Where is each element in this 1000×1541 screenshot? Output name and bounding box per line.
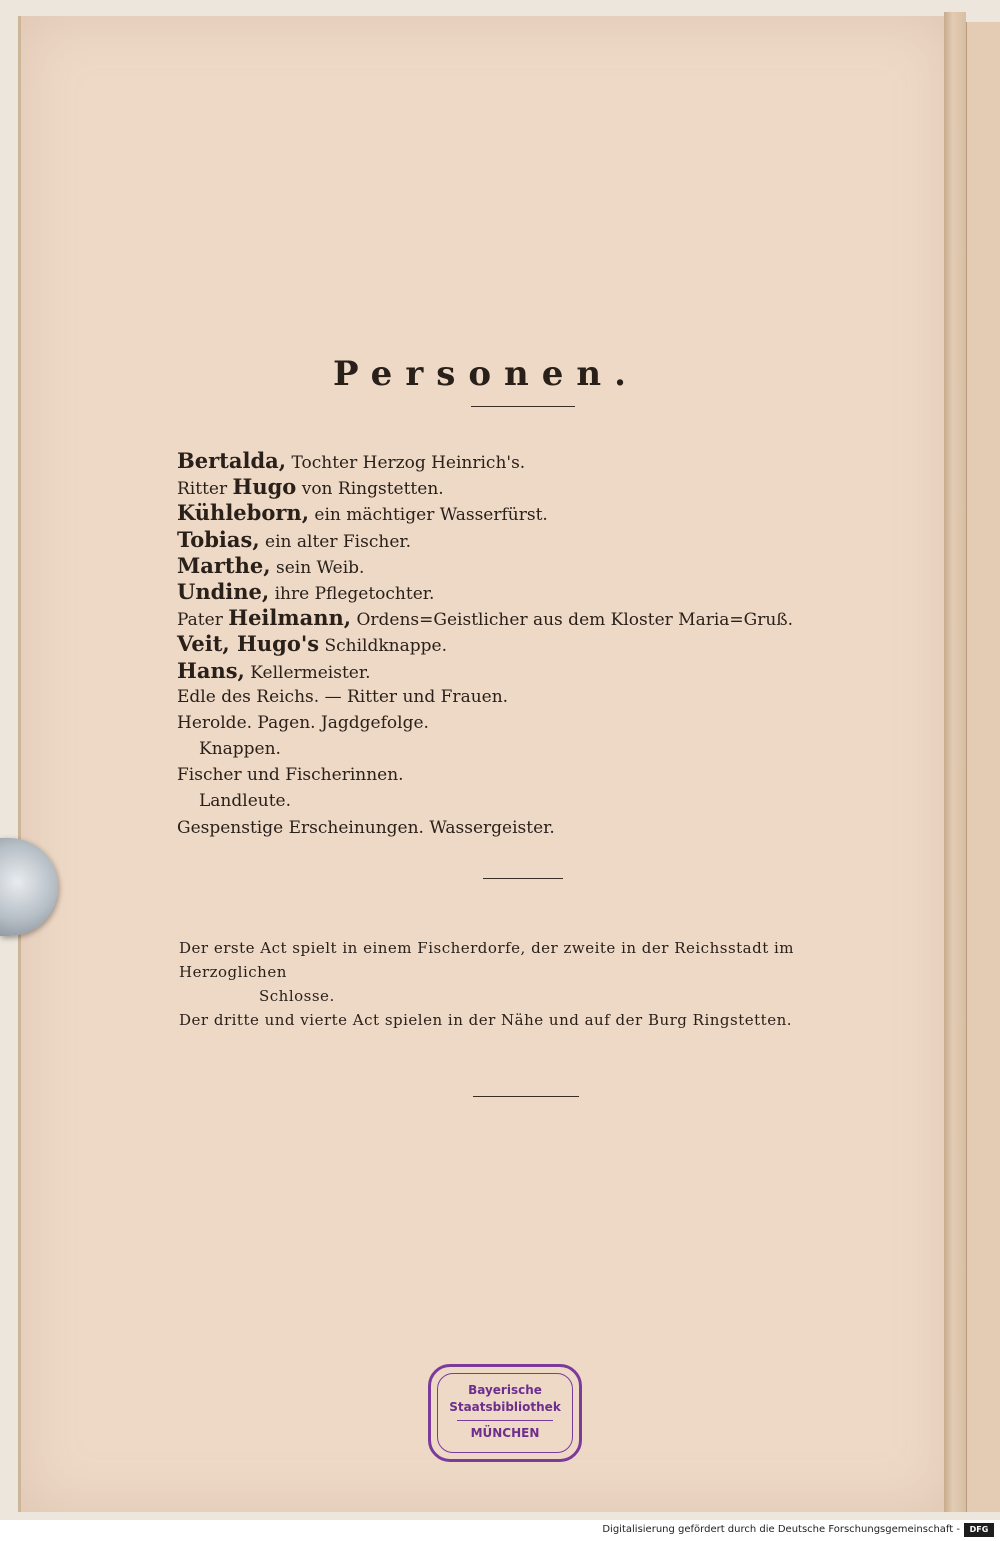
cast-entry-kuehleborn: Kühleborn, ein mächtiger Wasserfürst. xyxy=(177,500,548,526)
adjacent-page-edge xyxy=(966,22,1000,1512)
funding-notice: Digitalisierung gefördert durch die Deutsche Forschungsgemeinschaft - xyxy=(602,1524,960,1535)
setting-note xyxy=(179,936,899,1032)
extras-line: Knappen. xyxy=(199,739,281,760)
extras-line: Gespenstige Erscheinungen. Wassergeister. xyxy=(177,817,555,838)
section-rule xyxy=(483,878,563,879)
cast-entry-bertalda: Bertalda, Tochter Herzog Heinrich's. xyxy=(177,448,526,473)
stamp-line: Bayerische xyxy=(468,1383,542,1397)
library-stamp xyxy=(428,1364,582,1462)
page-gutter xyxy=(944,12,966,1512)
title-rule xyxy=(471,406,575,407)
stamp-city: MÜNCHEN xyxy=(470,1426,540,1440)
extras-line: Edle des Reichs. — Ritter und Frauen. xyxy=(177,686,509,707)
book-page xyxy=(18,16,951,1512)
cast-entry-marthe: Marthe, sein Weib. xyxy=(177,552,365,578)
setting-line: Schlosse. xyxy=(259,987,335,1005)
bottom-rule xyxy=(473,1096,579,1097)
setting-line: Der erste Act spielt in einem Fischerdorfe, der zweite in der Reichsstadt im Herzoglichen xyxy=(179,939,795,981)
setting-line: Der dritte und vierte Act spielen in der Nähe und auf der Burg Ringstetten. xyxy=(179,1011,792,1029)
cast-entry-hugo: Ritter Hugo von Ringstetten. xyxy=(177,474,444,500)
cast-entry-veit: Veit, Hugo's Schildknappe. xyxy=(177,631,447,657)
extras-line: Landleute. xyxy=(199,791,291,812)
extras-line: Herolde. Pagen. Jagdgefolge. xyxy=(177,712,429,733)
stamp-line: Staatsbibliothek xyxy=(449,1400,561,1414)
digitization-footer xyxy=(0,1520,1000,1541)
cast-entry-heilmann: Pater Heilmann, Ordens=Geistlicher aus dem Kloster Maria=Gruß. xyxy=(177,605,794,631)
cast-entry-tobias: Tobias, ein alter Fischer. xyxy=(177,526,412,552)
dfg-logo: DFG xyxy=(964,1523,994,1537)
cast-entry-hans: Hans, Kellermeister. xyxy=(177,657,371,683)
cast-list xyxy=(177,448,897,841)
cast-entry-undine: Undine, ihre Pflegetochter. xyxy=(177,578,435,604)
extras-line: Fischer und Fischerinnen. xyxy=(177,765,404,786)
page-title: Personen. xyxy=(333,354,639,394)
